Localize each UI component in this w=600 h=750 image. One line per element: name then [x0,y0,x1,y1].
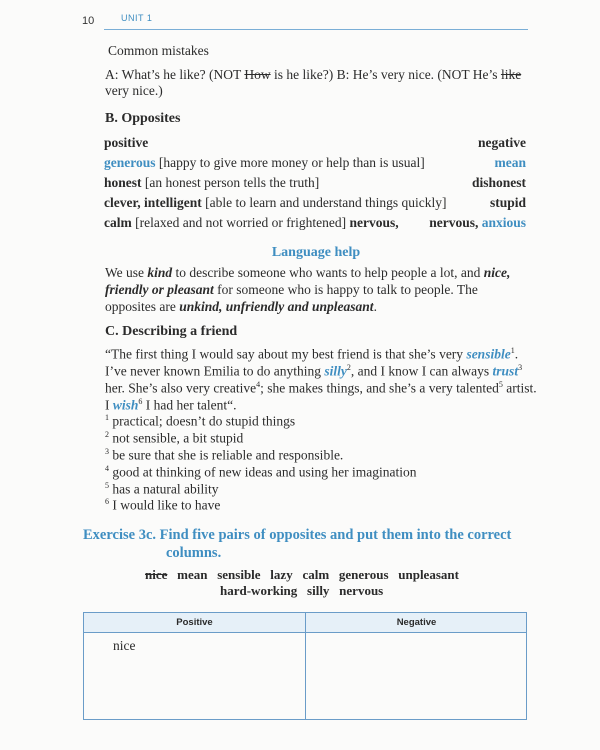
col-negative-header: Negative [396,617,437,628]
positive-header: positive [104,135,149,150]
unit-label: UNIT 1 [121,13,153,23]
common-mistakes-title: Common mistakes [108,43,209,58]
exercise-title-line1: Exercise 3c. Find five pairs of opposites and put them into the correct [83,527,512,543]
exercise-title-line2: columns. [166,545,222,561]
footnote: $^3$ be sure that she is reliable and responsible. [105,447,344,463]
common-mistakes-line2: very nice.) [105,83,163,98]
page-number: 10 [82,15,95,27]
describing-line3: her. She’s also very creative$^4$; she makes things, and she’s a very talented$^5$ artist. [105,380,537,396]
exercise-word-bank-line1: nice mean sensible lazy calm generous unpleasant [145,567,459,582]
struck-word: nice [145,567,168,582]
describing-heading: C. Describing a friend [105,324,238,339]
footnote: $^2$ not sensible, a bit stupid [105,430,244,446]
footnote: $^1$ practical; doesn’t do stupid things [105,413,296,429]
describing-line4: I wish$^6$ I had her talent“. [105,397,237,413]
answer-table [83,612,527,720]
opposite-row: honest [an honest person tells the truth] dishonest [104,175,526,190]
footnote: $^4$ good at thinking of new ideas and using her imagination [105,464,417,480]
opposites-header-row [104,135,526,151]
language-help-paragraph: We use kind to describe someone who wants to help people a lot, and nice, friendly or pleasant for someone who is happy to talk to people. The opposites are unkind, unfriendly and unpleasant. [105,265,511,314]
describing-line1: “The first thing I would say about my best friend is that she’s very sensible$^1$. [105,346,519,362]
opposites-heading: B. Opposites [105,111,181,126]
header-rule [104,29,528,30]
opposite-row: calm [relaxed and not worried or frightened] nervous, nervous, anxious [104,215,526,230]
negative-answer-cell[interactable] [306,633,526,719]
positive-answer-cell[interactable]: nice [113,638,136,653]
common-mistakes-line1: A: What’s he like? (NOT How is he like?) B: He’s very nice. (NOT He’s like [105,67,522,82]
footnote: $^5$ has a natural ability [105,481,219,497]
negative-header: negative [478,135,526,150]
exercise-word-bank-line2: hard-working silly nervous [220,583,384,598]
describing-line2: I’ve never known Emilia to do anything silly$^2$, and I know I can always trust$^3$ [105,363,523,379]
language-help-title: Language help [271,245,361,260]
opposite-row: clever, intelligent [able to learn and understand things quickly] stupid [104,195,526,210]
col-positive-header: Positive [176,617,213,628]
footnote: $^6$ I would like to have [105,497,221,513]
opposite-row: generous [happy to give more money or help than is usual] mean [104,155,526,170]
